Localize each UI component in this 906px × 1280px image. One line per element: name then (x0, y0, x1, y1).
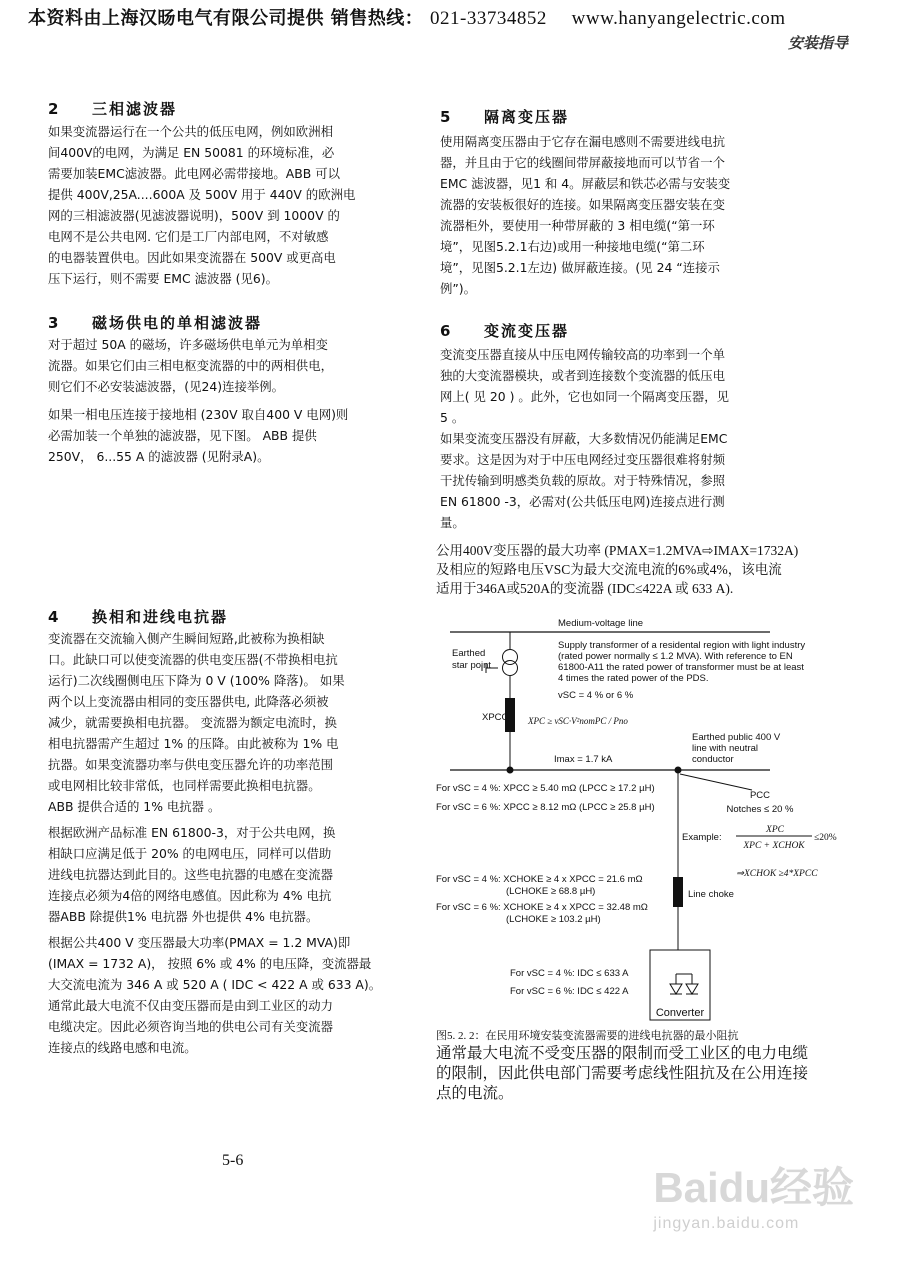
pcc-label: PCC (749, 790, 771, 801)
converter-thyristor-icon (686, 984, 698, 994)
watermark-url: jingyan.baidu.com (653, 1215, 800, 1232)
converter-label: Converter (655, 1007, 705, 1019)
summary-text: 公用400V变压器的最大功率 (PMAX=1.2MVA⇨IMAX=1732A) 及相应的短路电压VSC为最大交流电流的6%或4%，该电流 适用于346A或520A的变流器 (IDC≤422A 或 633 A). (436, 543, 799, 596)
earthed-label-1: Earthed (452, 648, 486, 659)
choke4-a: For vSC = 4 %: XCHOKE ≥ 4 x XPCC = 21.6 mΩ (436, 874, 643, 885)
figure-caption: 图5. 2. 2：在民用环境安装变流器需要的进线电抗器的最小阻抗 (436, 1030, 739, 1042)
idc4-label: For vSC = 4 %: IDC ≤ 633 A (510, 968, 629, 979)
line-choke-label: Line choke (688, 889, 734, 900)
section-4-body-2: 根据欧洲产品标准 EN 61800-3，对于公共电网，换 相缺口应满足低于 20% 的电网电压，同样可以借助 进线电抗器达到此目的。这些电抗器的电感在变流器 连接点必须为4倍的网络电感值。因此称为 4% 电抗 器ABB 除提供1% 电抗器 外也提供 4% 电抗器。 (48, 825, 336, 924)
example-result: ⇒XCHOK ≥4*XPCC (736, 869, 818, 879)
supply-desc-4: 4 times the rated power of the PDS. (558, 673, 709, 684)
section-2-body: 如果变流器运行在一个公共的低压电网，例如欧洲相 间400V的电网，为满足 EN 50081 的环境标准，必 需要加装EMC滤波器。此电网必需带接地。ABB 可以 提供 400V,25A....600A 及 500V 用于 440V 的欧洲电 网的三相滤波器(见滤波器说明)，500V 到 1000V 的 电网不是公共电网. 它们是工厂内部电网，不对敏感 的电器装置供电。因此如果变流器在 500V 或更高电 压下运行，则不需要 EMC 滤波器 (见6)。 (48, 124, 356, 286)
vsc-options: vSC = 4 % or 6 % (558, 690, 634, 701)
bus-node-left (507, 767, 514, 774)
idc6-label: For vSC = 6 %: IDC ≤ 422 A (510, 986, 629, 997)
for4-pcc: For vSC = 4 %: XPCC ≥ 5.40 mΩ (LPCC ≥ 17.2 µH) (436, 783, 655, 794)
example-denominator: XPC + XCHOK (743, 841, 805, 851)
header-bar (28, 4, 786, 30)
example-label: Example: (682, 832, 722, 843)
example-rhs: ≤20% (814, 833, 837, 843)
converter-diode-icon (670, 984, 682, 994)
supply-desc-2: (rated power normally ≤ 1.2 MVA). With reference to EN (558, 651, 793, 662)
section-6-body-1: 变流变压器直接从中压电网传输较高的功率到一个单 独的大变流器模块，或者到连接数个变流器的低压电 网上( 见 20 ) 。此外，它也如同一个隔离变压器，见 5 。 (440, 347, 730, 425)
choke6-b: (LCHOKE ≥ 103.2 µH) (506, 914, 601, 925)
imax-label: Imax = 1.7 kA (554, 754, 613, 765)
page-number: 5-6 (222, 1152, 244, 1169)
for6-pcc: For vSC = 6 %: XPCC ≥ 8.12 mΩ (LPCC ≥ 25.8 µH) (436, 802, 655, 813)
notches-label: Notches ≤ 20 % (726, 804, 794, 815)
xpcc-formula: XPC ≥ vSC·V²nomPC / Pno (528, 716, 628, 726)
header-website[interactable]: www.hanyangelectric.com (571, 8, 786, 29)
earthed-label-2: star point (452, 660, 492, 671)
pcc-diagram (430, 612, 837, 1026)
example-numerator: XPC (766, 825, 784, 835)
earthed-public-2: line with neutral (692, 743, 759, 754)
section-4-heading: 4 换相和进线电抗器 (48, 608, 229, 626)
section-5-body: 使用隔离变压器由于它存在漏电感则不需要进线电抗 器，并且由于它的线圈间带屏蔽接地而可以节省一个 EMC 滤波器，见1 和 4。屏蔽层和铁芯必需与安装变 流器的安装板很好的连接。如果隔离变压器安装在变 流器柜外，要使用一种带屏蔽的 3 相电缆(“第一环 境”，见图5.2.1右边)或用一种接地电缆(“第二环 境”，见图5.2.1左边) 做屏蔽连接。(见 24 “连接示 例”)。 (440, 134, 731, 296)
medium-voltage-label: Medium-voltage line (558, 618, 644, 629)
earthed-public-3: conductor (692, 754, 734, 765)
section-5-heading: 5 隔离变压器 (440, 108, 570, 126)
line-choke-inductor (673, 877, 683, 907)
pcc-pointer (680, 774, 752, 790)
header-phone: 021-33734852 (430, 8, 547, 29)
section-3-body-2: 如果一相电压连接于接地相 (230V 取自400 V 电网)则 必需加装一个单独的滤波器，见下图。 ABB 提供 250V， 6...55 A 的滤波器 (见附录A)。 (48, 407, 349, 464)
section-6-heading: 6 变流变压器 (440, 322, 570, 340)
watermark-logo: Baidu经验 (653, 1164, 854, 1211)
section-3-heading: 3 磁场供电的单相滤波器 (48, 314, 263, 332)
choke4-b: (LCHOKE ≥ 68.8 µH) (506, 886, 596, 897)
section-4-body-3: 根据公共400 V 变压器最大功率(PMAX = 1.2 MVA)即 (IMAX = 1732 A)， 按照 6% 或 4% 的电压降，变流器最 大交流电流为 346 A 或 520 A ( IDC < 422 A 或 633 A)。 通常此最大电流不仅由变压器而是由到工业区的动力 电缆决定。因此必须咨询当地的供电公司有关变流器 连接点的线路电感和电流。 (48, 935, 382, 1055)
transformer-secondary (503, 661, 518, 676)
supply-desc-1: Supply transformer of a residental region with light industry (558, 640, 806, 651)
earthed-public-1: Earthed public 400 V (692, 732, 781, 743)
header-title: 本资料由上海汉旸电气有限公司提供 销售热线： (28, 8, 424, 29)
closing-note: 通常最大电流不受变压器的限制而受工业区的电力电缆 的限制，因此供电部门需要考虑线性阻抗及在公用连接 点的电流。 (436, 1045, 809, 1102)
baidu-watermark (653, 1155, 854, 1233)
section-2-heading: 2 三相滤波器 (48, 100, 178, 118)
section-3-body-1: 对于超过 50A 的磁场，许多磁场供电单元为单相变 流器。如果它们由三相电枢变流器的中的两相供电， 则它们不必安装滤波器，(见24)连接举例。 (48, 337, 333, 394)
xpcc-label: XPCC (482, 712, 509, 723)
section-4-body-1: 变流器在交流输入侧产生瞬间短路,此被称为换相缺 口。此缺口可以使变流器的供电变压器(不带换相电抗 运行)二次线圈侧电压下降为 0 V (100% 降落)。 如果 两个以上变流器由相同的变压器供电, 此降落必须被 减少，就需要换相电抗器。 变流器为额定电流时，换 相电抗器需产生超过 1% 的压降。由此被称为 1% 电 抗器。如果变流器功率与供电变压器允许的功率范围 或电网相比较非常低，也同样需要此换相电抗器。 ABB 提供合适的 1% 电抗器 。 (48, 631, 345, 814)
supply-desc-3: 61800-A11 the rated power of transformer must be at least (558, 662, 804, 673)
section-label: 安装指导 (787, 34, 848, 52)
choke6-a: For vSC = 6 %: XCHOKE ≥ 4 x XPCC = 32.48 mΩ (436, 902, 648, 913)
section-6-body-2: 如果变流变压器没有屏蔽，大多数情况仍能满足EMC 要求。这是因为对于中压电网经过变压器很难将射频 干扰传输到明感类负载的原故。对于特殊情况，参照 EN 61800 -3，必需对(公共低压电网)连接点进行测 量。 (440, 431, 728, 530)
